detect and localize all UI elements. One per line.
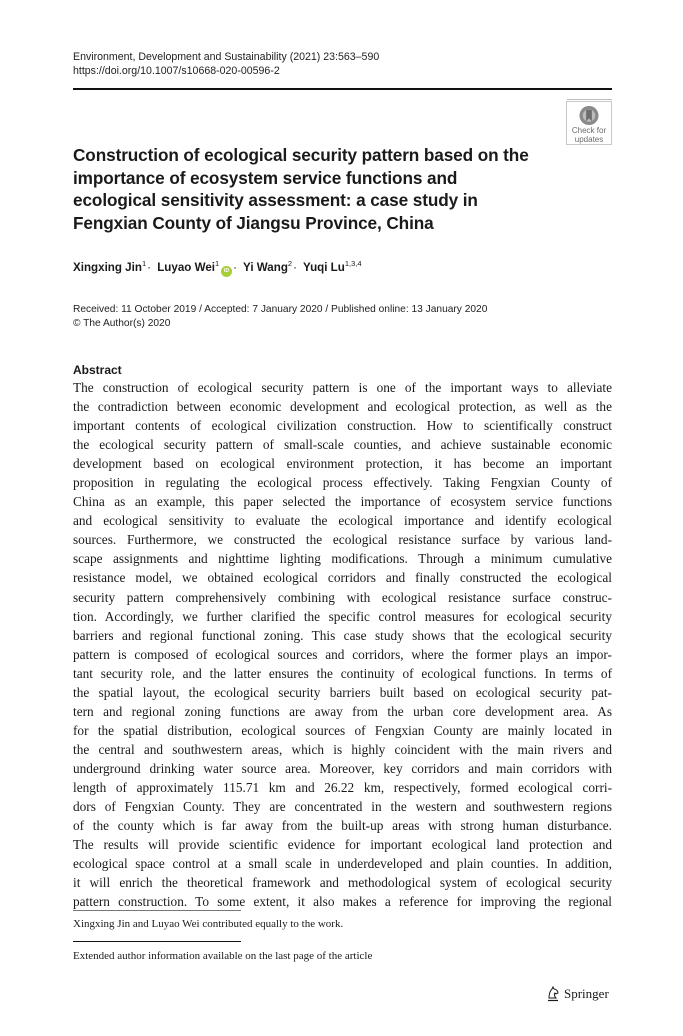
- footnote-divider: [73, 941, 241, 942]
- abstract-line: pattern is composed of ecological sources and corridors, where the former plays an impor-: [73, 646, 612, 662]
- springer-horse-icon: [546, 986, 560, 1002]
- author-name[interactable]: Xingxing Jin: [73, 261, 142, 274]
- publisher-name: Springer: [564, 986, 609, 1001]
- extended-author-info-note: Extended author information available on the last page of the article: [73, 950, 373, 962]
- abstract-line: ecological space control at a small scale in underdeveloped and plain counties. In addition,: [73, 856, 612, 872]
- abstract-line: China as an example, this paper selected the importance of ecosystem service functions: [73, 494, 612, 510]
- abstract-line: resistance model, we obtained ecological corridors and finally constructed the ecological: [73, 570, 612, 586]
- abstract-line: the ecological security pattern of small-scale counties, and achieve sustainable economic: [73, 437, 612, 453]
- abstract-line: it will enrich the theoretical framework and methodological system of ecological security: [73, 875, 612, 891]
- abstract-line: barriers and regional functional zoning. This case study shows that the ecological security: [73, 627, 612, 643]
- updates-label: updates: [574, 135, 604, 144]
- abstract-line: scape assignments and nighttime lighting modifications. Through a minimum cumulative: [73, 551, 612, 567]
- badge-divider: [567, 99, 612, 100]
- author-name[interactable]: Yi Wang: [243, 261, 288, 274]
- publication-dates: [73, 303, 487, 331]
- abstract-line: of the county which is far away from the built-up areas with strong human disturbance.: [73, 818, 612, 834]
- check-for-label: Check for: [571, 126, 607, 135]
- author-separator: ·: [293, 261, 297, 274]
- abstract-body: [73, 378, 612, 911]
- history-dates: Received: 11 October 2019 / Accepted: 7 January 2020 / Published online: 13 January 2020: [73, 304, 488, 315]
- abstract-line: the central and southwestern areas, which is highly coincident with the main rivers and: [73, 741, 612, 757]
- orcid-icon[interactable]: iD: [221, 266, 232, 277]
- check-for-updates-badge[interactable]: [566, 101, 612, 145]
- author-affiliation: 1: [141, 259, 147, 268]
- abstract-line: The results will provide scientific evidence for important ecological land protection and: [73, 837, 612, 853]
- abstract-line: pattern construction. To some extent, it also makes a reference for improving the regional: [73, 894, 612, 910]
- abstract-line: tion. Accordingly, we further clarified the specific control measures for ecological security: [73, 608, 612, 624]
- header-rule: [73, 88, 612, 90]
- abstract-line: underground drinking water source area. Moreover, key corridors and main corridors with: [73, 760, 612, 776]
- author-separator: ·: [147, 261, 151, 274]
- abstract-line: tern and regional zoning functions are away from the urban core development area. As: [73, 703, 612, 719]
- abstract-line: sources. Furthermore, we constructed the ecological resistance surface by various land-: [73, 532, 612, 548]
- crossmark-icon: [578, 105, 600, 126]
- abstract-line: the contradiction between economic development and ecological protection, as well as the: [73, 399, 612, 415]
- abstract-line: important contents of ecological civilization construction. How to scientifically construct: [73, 418, 612, 434]
- abstract-line: length of approximately 115.71 km and 26.22 km, respectively, formed ecological corri-: [73, 779, 612, 795]
- abstract-line: The construction of ecological security pattern is one of the important ways to alleviate: [73, 380, 612, 395]
- journal-header: [73, 50, 379, 78]
- abstract-line: and ecological sensitivity to evaluate the ecological importance and identify ecological: [73, 513, 612, 529]
- author-affiliation: 1,3,4: [344, 259, 362, 268]
- paper-title: Construction of ecological security pattern based on the importance of ecosystem service functions and ecological sensitivity assessment: a case study in Fengxian County of Jiangsu Province, China: [73, 145, 529, 233]
- doi-link[interactable]: https://doi.org/10.1007/s10668-020-00596-2: [73, 65, 280, 77]
- abstract-line: dors of Fengxian County. They are concentrated in the western and southwestern regions: [73, 799, 612, 815]
- abstract-line: security pattern comprehensively combining with ecological resistance surface construc-: [73, 589, 612, 605]
- abstract-line: the spatial layout, the ecological security barriers built based on ecological security pat-: [73, 684, 612, 700]
- journal-citation: Environment, Development and Sustainability (2021) 23:563–590: [73, 51, 380, 63]
- copyright-notice: © The Author(s) 2020: [73, 318, 171, 329]
- equal-contribution-note: Xingxing Jin and Luyao Wei contributed equally to the work.: [73, 918, 344, 930]
- abstract-line: development based on ecological environment protection, it has become an important: [73, 456, 612, 472]
- footnote-divider: [73, 910, 241, 911]
- author-name[interactable]: Luyao Wei: [157, 261, 215, 274]
- author-list: [73, 260, 362, 277]
- author-affiliation: 1: [214, 259, 220, 268]
- abstract-line: proposition in regulating the ecological process effectively. Taking Fengxian County of: [73, 475, 612, 491]
- abstract-line: tant security role, and the latter ensures the continuity of ecological functions. In terms of: [73, 665, 612, 681]
- publisher-logo: [546, 986, 609, 1002]
- abstract-line: for the spatial distribution, ecological sources of Fengxian County are mainly located in: [73, 722, 612, 738]
- abstract-heading: Abstract: [73, 363, 122, 377]
- author-name[interactable]: Yuqi Lu: [302, 261, 345, 274]
- author-separator: ·: [233, 261, 238, 274]
- author-affiliation: 2: [287, 259, 293, 268]
